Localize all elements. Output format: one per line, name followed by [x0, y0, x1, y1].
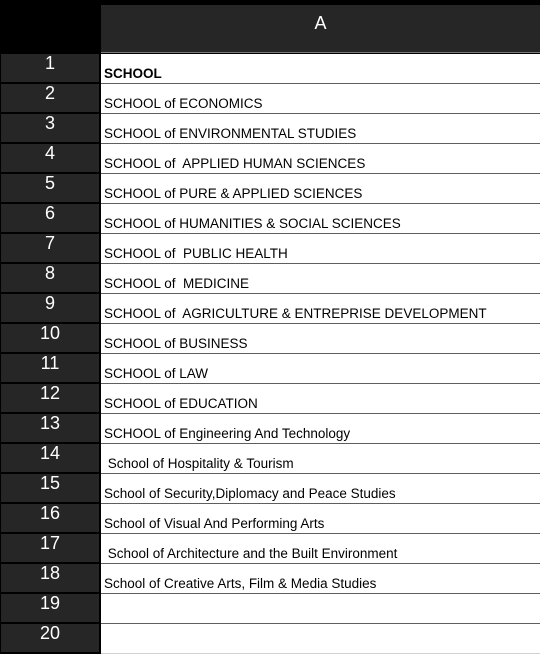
row-number: 18 [39, 563, 61, 583]
cell-a12[interactable]: SCHOOL of EDUCATION [101, 384, 540, 414]
cell-a15[interactable]: School of Security,Diplomacy and Peace Studies [101, 474, 540, 504]
table-row [0, 594, 540, 624]
table-row [0, 564, 540, 594]
row-number: 7 [44, 233, 55, 253]
table-row [0, 54, 540, 84]
cell-a20[interactable] [101, 624, 540, 654]
cell-a11[interactable]: SCHOOL of LAW [101, 354, 540, 384]
row-header[interactable] [1, 474, 99, 504]
row-header[interactable] [1, 144, 99, 174]
cell-a13[interactable]: SCHOOL of Engineering And Technology [101, 414, 540, 444]
row-number: 13 [39, 413, 61, 433]
table-row [0, 624, 540, 654]
cell-a16[interactable]: School of Visual And Performing Arts [101, 504, 540, 534]
table-row [0, 264, 540, 294]
row-number: 15 [39, 473, 61, 493]
cell-a19[interactable] [101, 594, 540, 624]
row-header[interactable] [1, 234, 99, 264]
table-row [0, 354, 540, 384]
row-number: 1 [44, 53, 55, 73]
cell-a17[interactable]: School of Architecture and the Built Environment [101, 534, 540, 564]
row-number: 5 [44, 173, 55, 193]
table-row [0, 294, 540, 324]
row-number: 8 [44, 263, 55, 283]
row-header[interactable] [1, 384, 99, 414]
row-header[interactable] [1, 324, 99, 354]
table-row [0, 144, 540, 174]
row-number: 12 [39, 383, 61, 403]
cell-a4[interactable]: SCHOOL of APPLIED HUMAN SCIENCES [101, 144, 540, 174]
column-header-a[interactable] [101, 5, 540, 53]
cell-a8[interactable]: SCHOOL of MEDICINE [101, 264, 540, 294]
table-row [0, 234, 540, 264]
row-header[interactable] [1, 174, 99, 204]
cell-a1[interactable]: SCHOOL [101, 54, 540, 84]
row-header[interactable] [1, 444, 99, 474]
cell-a6[interactable]: SCHOOL of HUMANITIES & SOCIAL SCIENCES [101, 204, 540, 234]
row-header[interactable] [1, 264, 99, 294]
table-row [0, 204, 540, 234]
row-number: 19 [39, 593, 61, 613]
row-header[interactable] [1, 114, 99, 144]
row-number: 10 [39, 323, 61, 343]
row-header[interactable] [1, 534, 99, 564]
table-row [0, 384, 540, 414]
row-number: 11 [40, 353, 60, 373]
table-row [0, 174, 540, 204]
row-header[interactable] [1, 54, 99, 84]
table-row [0, 504, 540, 534]
row-header[interactable] [1, 414, 99, 444]
row-number: 16 [39, 503, 61, 523]
row-number: 2 [44, 83, 55, 103]
rows-container [0, 54, 540, 654]
row-number: 3 [44, 113, 55, 133]
row-number: 4 [44, 143, 55, 163]
cell-a18[interactable]: School of Creative Arts, Film & Media Studies [101, 564, 540, 594]
cell-a3[interactable]: SCHOOL of ENVIRONMENTAL STUDIES [101, 114, 540, 144]
row-number: 14 [39, 443, 61, 463]
table-row [0, 414, 540, 444]
cell-a7[interactable]: SCHOOL of PUBLIC HEALTH [101, 234, 540, 264]
select-all-corner[interactable] [0, 0, 99, 54]
row-header[interactable] [1, 594, 99, 624]
row-header[interactable] [1, 354, 99, 384]
table-row [0, 324, 540, 354]
cell-a2[interactable]: SCHOOL of ECONOMICS [101, 84, 540, 114]
column-header-label: A [314, 13, 327, 33]
row-number: 20 [39, 623, 61, 643]
row-header[interactable] [1, 84, 99, 114]
table-row [0, 444, 540, 474]
row-header[interactable] [1, 504, 99, 534]
row-header[interactable] [1, 564, 99, 594]
row-number: 6 [44, 203, 55, 223]
row-header[interactable] [1, 204, 99, 234]
cell-a9[interactable]: SCHOOL of AGRICULTURE & ENTREPRISE DEVELOPMENT [101, 294, 540, 324]
table-row [0, 114, 540, 144]
cell-a10[interactable]: SCHOOL of BUSINESS [101, 324, 540, 354]
table-row [0, 84, 540, 114]
row-number: 17 [39, 533, 61, 553]
row-number: 9 [44, 293, 55, 313]
table-row [0, 534, 540, 564]
row-header[interactable] [1, 294, 99, 324]
row-header[interactable] [1, 624, 99, 654]
table-row [0, 474, 540, 504]
cell-a5[interactable]: SCHOOL of PURE & APPLIED SCIENCES [101, 174, 540, 204]
cell-a14[interactable]: School of Hospitality & Tourism [101, 444, 540, 474]
